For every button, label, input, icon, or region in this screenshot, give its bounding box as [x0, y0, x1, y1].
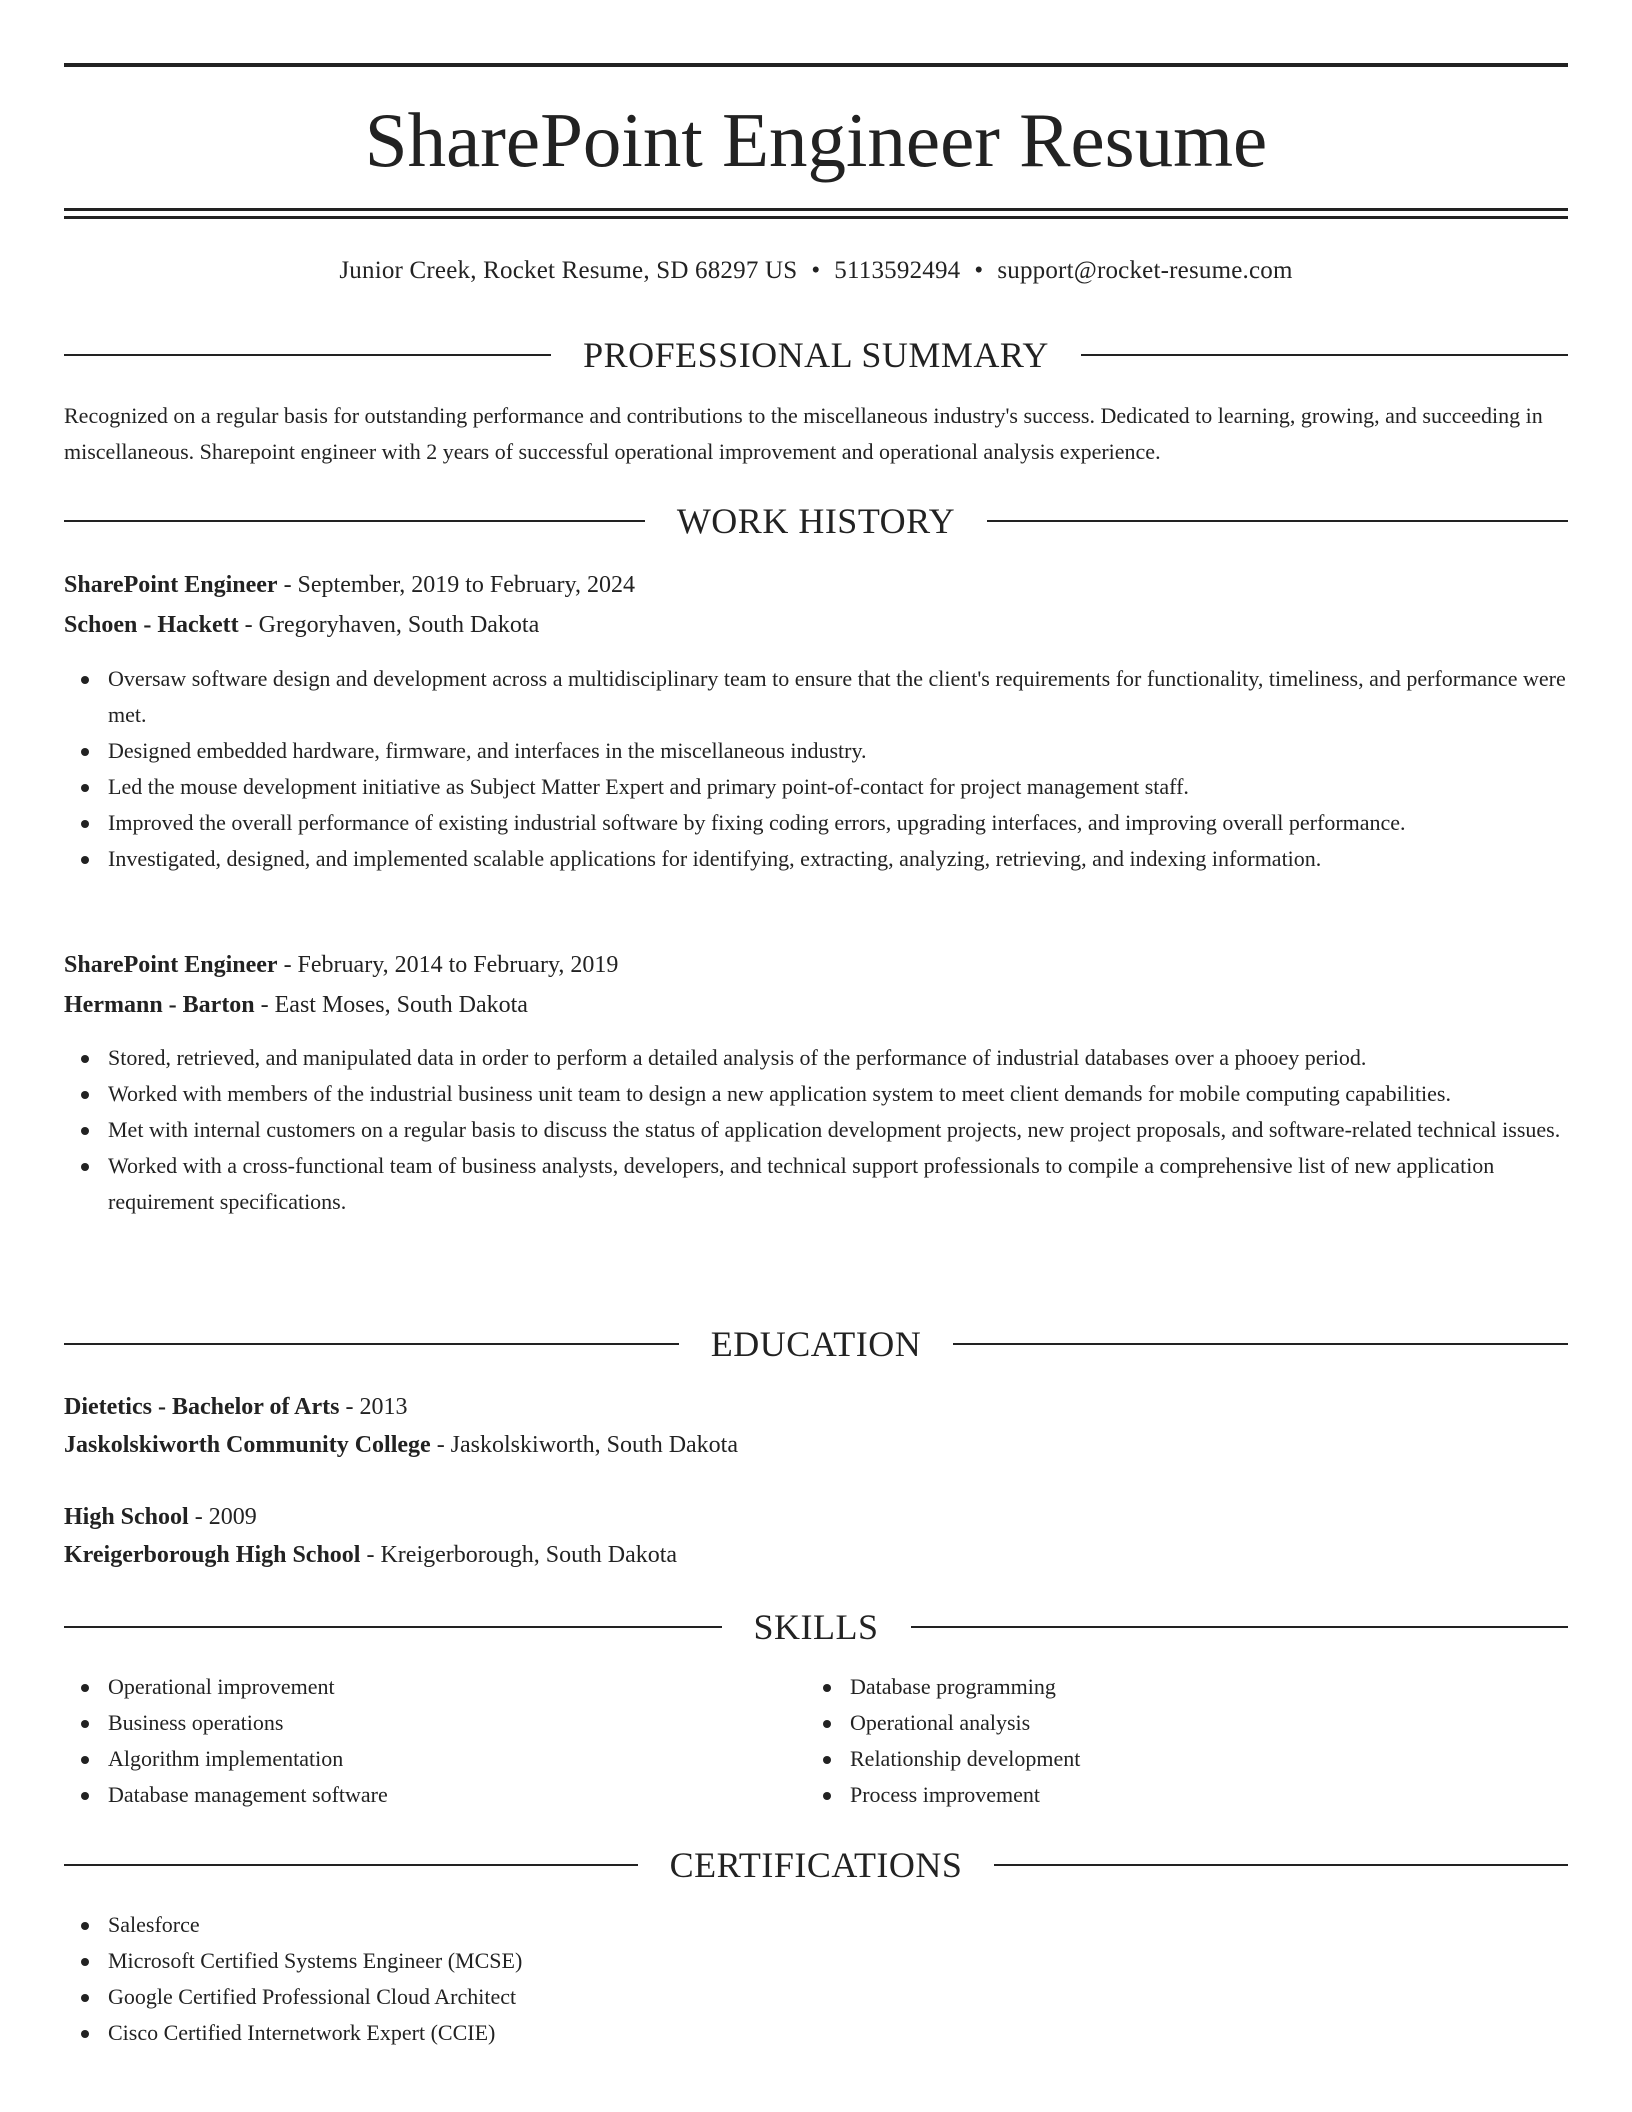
education-school-line [64, 1425, 1568, 1465]
education-degree: Dietetics - Bachelor of Arts [64, 1394, 340, 1420]
list-item: Worked with members of the industrial business unit team to design a new application system to meet client demands for mobile computing capabilities. [64, 1076, 1568, 1112]
skills-heading-label: SKILLS [753, 1607, 879, 1647]
header-double-rule-upper [64, 208, 1568, 211]
education-school: Kreigerborough High School [64, 1542, 361, 1568]
heading-rule [994, 1864, 1568, 1866]
list-item: Cisco Certified Internetwork Expert (CCIE) [64, 2015, 1568, 2051]
header-double-rule-lower [64, 216, 1568, 219]
education-degree-line [64, 1387, 1568, 1427]
resume-title: SharePoint Engineer Resume [364, 97, 1268, 183]
education-school: Jaskolskiworth Community College [64, 1432, 431, 1458]
list-item: Operational analysis [806, 1705, 1546, 1741]
work-history-heading-label: WORK HISTORY [676, 501, 956, 541]
heading-rule [64, 1343, 679, 1345]
list-item: Operational improvement [64, 1669, 804, 1705]
summary-text: Recognized on a regular basis for outstanding performance and contributions to the miscellaneous industry's success. Dedicated to learning, growing, and succeeding in miscellaneous. Sharepoint engineer with 2 years of successful operational improvement and operational analysis experience. [64, 403, 1543, 464]
list-item: Microsoft Certified Systems Engineer (MCSE) [64, 1943, 1568, 1979]
list-item: Investigated, designed, and implemented scalable applications for identifying, extracting, analyzing, retrieving, and indexing information. [64, 841, 1568, 877]
education-heading-label: EDUCATION [710, 1324, 922, 1364]
heading-rule [64, 520, 645, 522]
job-bullet-list [64, 1040, 1568, 1220]
job-dates: - September, 2019 to February, 2024 [277, 572, 635, 598]
education-location: - Jaskolskiworth, South Dakota [430, 1432, 738, 1458]
contact-address: Junior Creek, Rocket Resume, SD 68297 US [339, 257, 798, 284]
skills-section-heading [64, 1607, 1568, 1647]
contact-email: support@rocket-resume.com [997, 257, 1293, 284]
summary-heading-label: PROFESSIONAL SUMMARY [583, 335, 1049, 375]
list-item: Improved the overall performance of existing industrial software by fixing coding errors, upgrading interfaces, and improving overall performance. [64, 805, 1568, 841]
list-item: Relationship development [806, 1741, 1546, 1777]
job-company-line [64, 985, 1568, 1025]
heading-rule [987, 520, 1568, 522]
list-item: Algorithm implementation [64, 1741, 804, 1777]
list-item: Oversaw software design and development across a multidisciplinary team to ensure that the client's requirements for functionality, timeliness, and performance were met. [64, 661, 1568, 733]
list-item: Designed embedded hardware, firmware, and interfaces in the miscellaneous industry. [64, 733, 1568, 769]
job-company-line [64, 605, 1568, 645]
contact-line [64, 254, 1568, 288]
job-location: - East Moses, South Dakota [254, 992, 528, 1018]
education-degree-line [64, 1497, 1568, 1537]
list-item: Google Certified Professional Cloud Architect [64, 1979, 1568, 2015]
job-title-line [64, 565, 1568, 605]
list-item: Salesforce [64, 1907, 1568, 1943]
heading-rule [64, 1864, 638, 1866]
contact-separator: • [974, 257, 984, 284]
job-title-line [64, 945, 1568, 985]
job-company: Hermann - Barton [64, 992, 255, 1018]
education-year: - 2013 [339, 1394, 408, 1420]
heading-rule [953, 1343, 1568, 1345]
job-company: Schoen - Hackett [64, 612, 239, 638]
list-item: Process improvement [806, 1777, 1546, 1813]
certifications-heading-label: CERTIFICATIONS [669, 1845, 963, 1885]
education-location: - Kreigerborough, South Dakota [360, 1542, 678, 1568]
job-bullet-list [64, 661, 1568, 877]
education-school-line [64, 1535, 1568, 1575]
education-degree: High School [64, 1504, 189, 1530]
skills-list-left [64, 1669, 804, 1813]
education-year: - 2009 [188, 1504, 257, 1530]
contact-phone: 5113592494 [834, 257, 961, 284]
list-item: Met with internal customers on a regular basis to discuss the status of application development projects, new project proposals, and software-related technical issues. [64, 1112, 1568, 1148]
work-history-section-heading [64, 501, 1568, 541]
list-item: Database management software [64, 1777, 804, 1813]
list-item: Stored, retrieved, and manipulated data in order to perform a detailed analysis of the performance of industrial databases over a phooey period. [64, 1040, 1568, 1076]
job-title: SharePoint Engineer [64, 952, 278, 978]
certifications-list [64, 1907, 1568, 2051]
summary-section-heading [64, 335, 1568, 375]
skills-list-right [806, 1669, 1546, 1813]
heading-rule [1081, 354, 1568, 356]
certifications-section-heading [64, 1845, 1568, 1885]
header-top-rule [64, 63, 1568, 67]
list-item: Worked with a cross-functional team of business analysts, developers, and technical support professionals to compile a comprehensive list of new application requirement specifications. [64, 1148, 1568, 1220]
contact-separator: • [811, 257, 821, 284]
job-title: SharePoint Engineer [64, 572, 278, 598]
heading-rule [911, 1626, 1569, 1628]
job-location: - Gregoryhaven, South Dakota [238, 612, 540, 638]
list-item: Database programming [806, 1669, 1546, 1705]
list-item: Business operations [64, 1705, 804, 1741]
job-dates: - February, 2014 to February, 2019 [277, 952, 619, 978]
education-section-heading [64, 1324, 1568, 1364]
heading-rule [64, 354, 551, 356]
list-item: Led the mouse development initiative as Subject Matter Expert and primary point-of-contact for project management staff. [64, 769, 1568, 805]
heading-rule [64, 1626, 722, 1628]
